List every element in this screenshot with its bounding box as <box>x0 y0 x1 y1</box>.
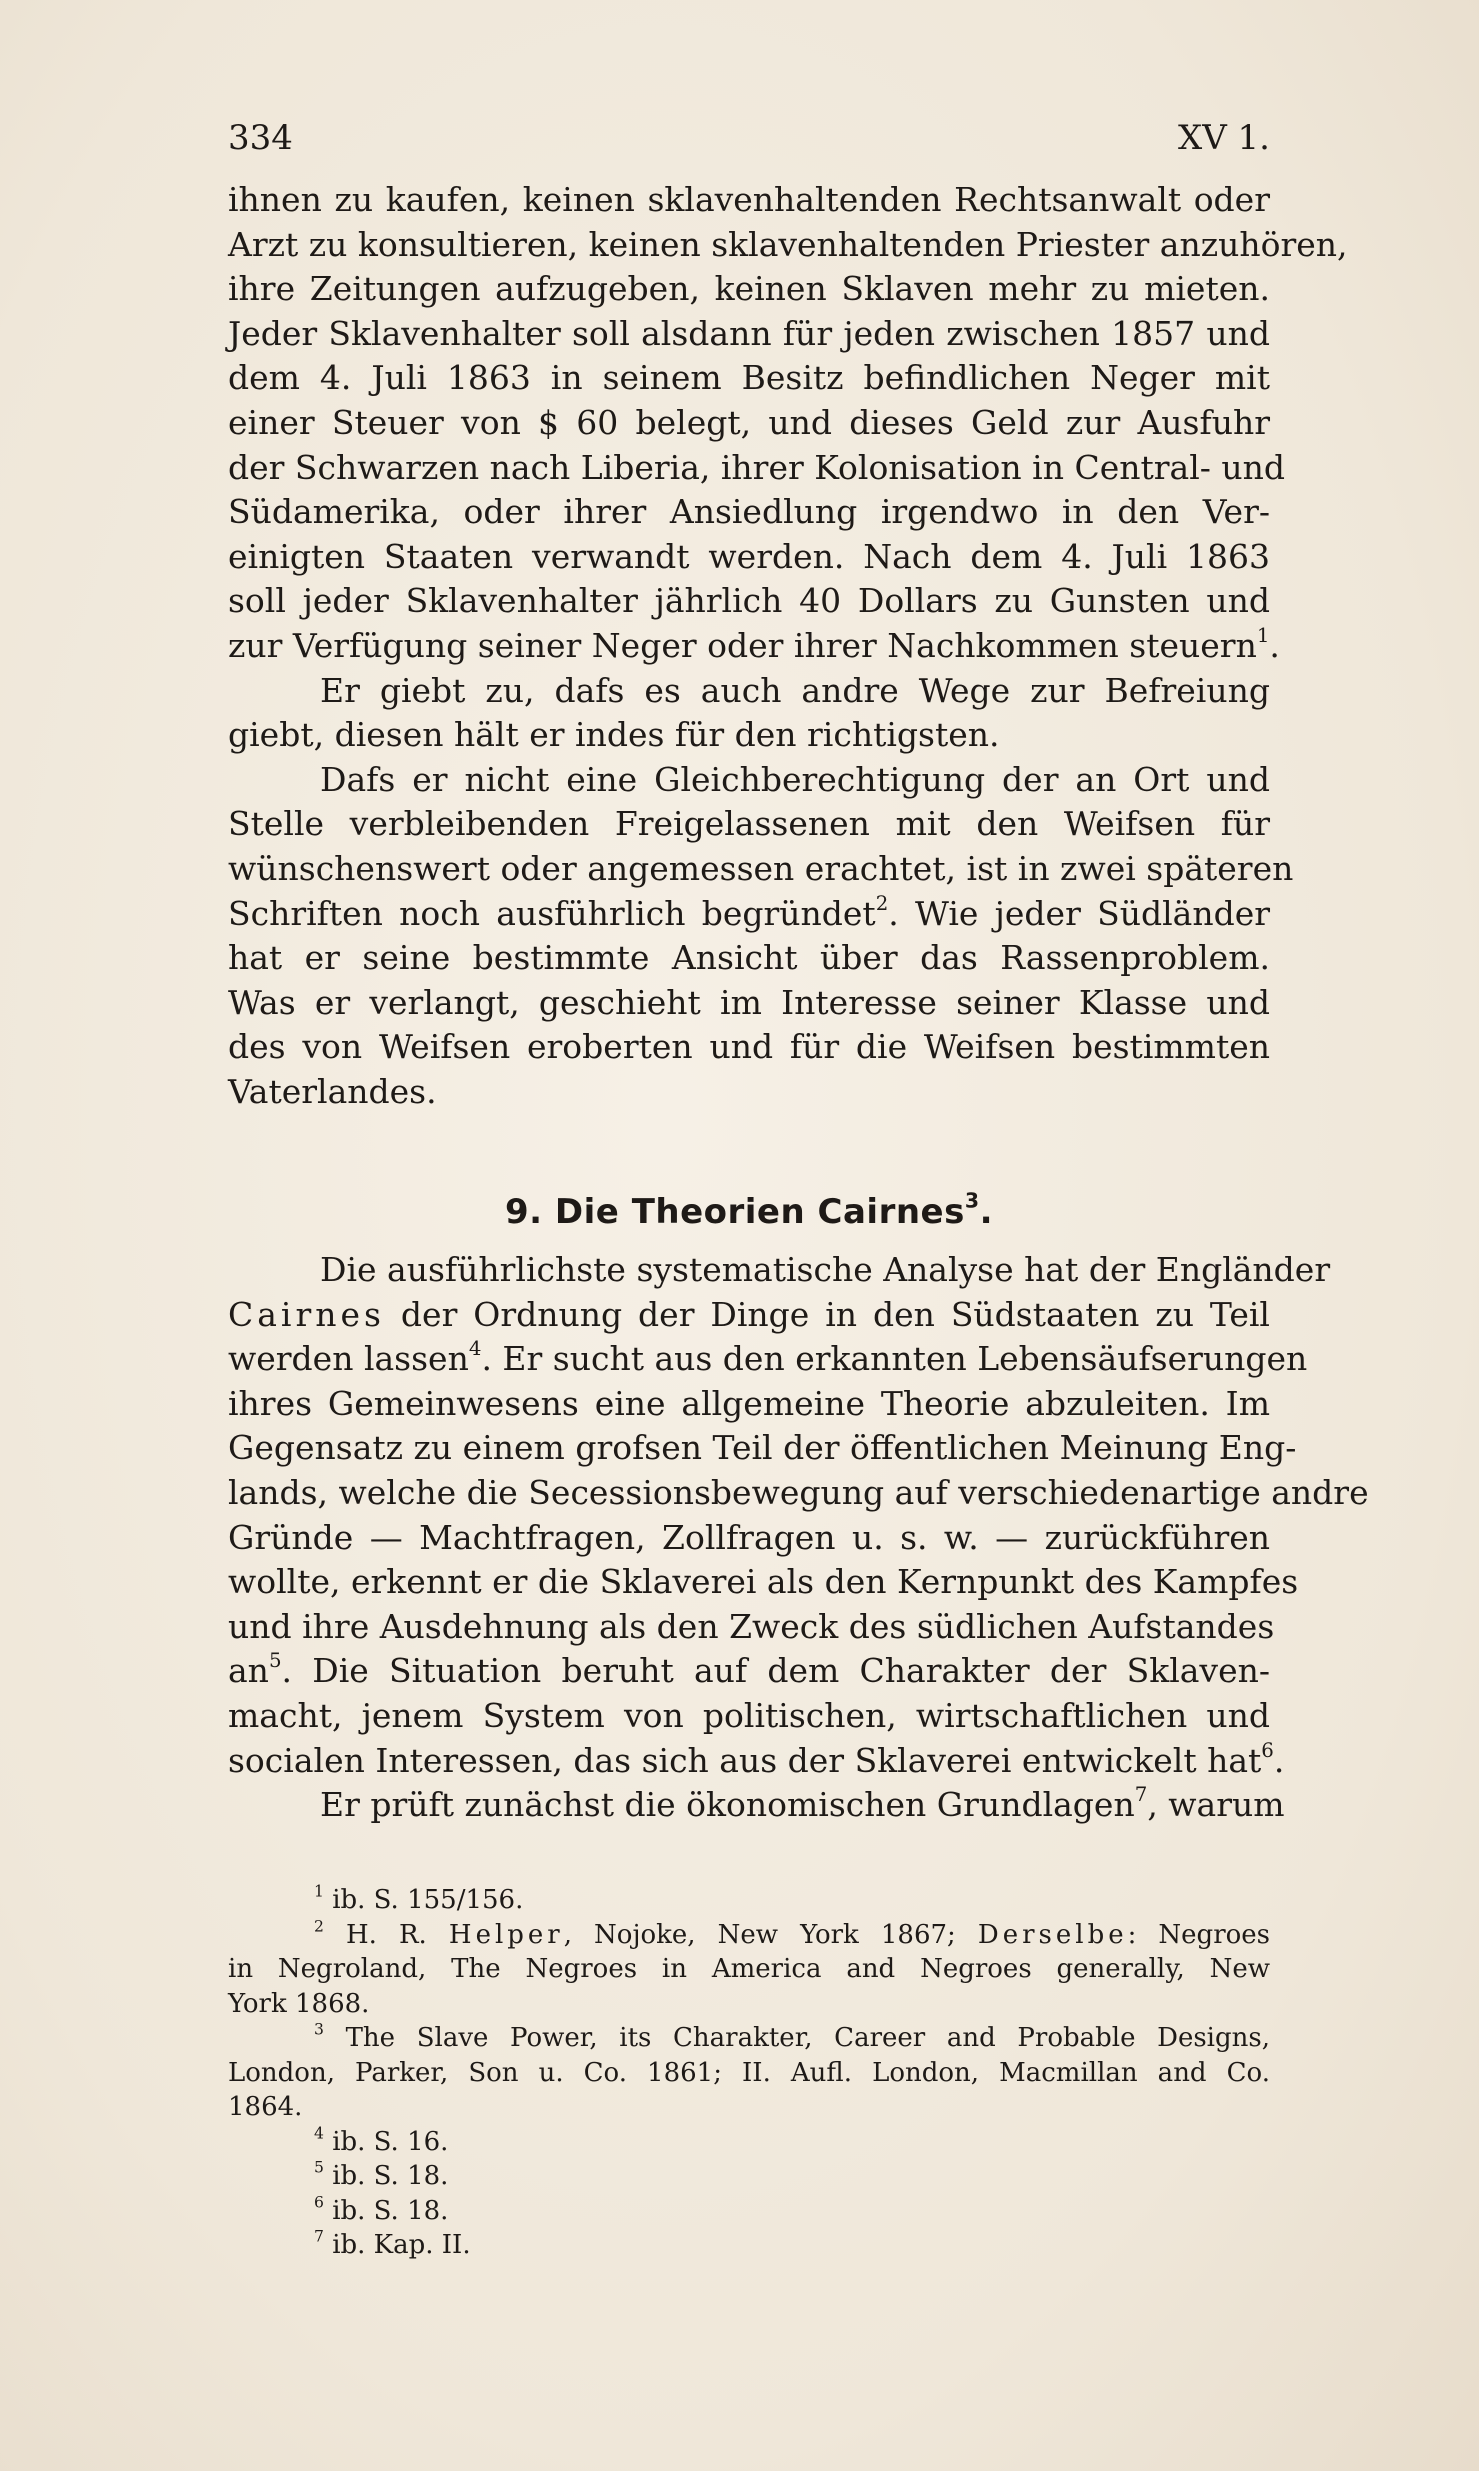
footnote-marker: 1 <box>314 1882 324 1901</box>
footnote-marker: 6 <box>314 2192 324 2211</box>
page-number: 334 <box>228 118 293 158</box>
text-line <box>228 1337 1308 1382</box>
footnote-continuation: 1864. <box>228 2092 303 2122</box>
author-name: Derselbe <box>977 1919 1128 1950</box>
footnote <box>228 2159 1270 2194</box>
footnote-text: ib. S. 155/156. <box>332 1885 524 1915</box>
footnote-continuation: York 1868. <box>228 1988 370 2019</box>
text-line: Er giebt zu, dafs es auch andre Wege zur Befreiung <box>320 670 1270 710</box>
footnote-continuation: in Negroland, The Negroes in America and Negroes generally, New <box>228 1954 1270 1984</box>
footnote-marker: 4 <box>314 2123 324 2142</box>
text-line-content: der Ordnung der Dinge in den Südstaaten zu Teil <box>400 1294 1270 1334</box>
text-line: des von Weifsen eroberten und für die Weifsen bestimmten <box>228 1027 1270 1067</box>
text-line: Arzt zu konsultieren, keinen sklavenhaltenden Priester anzuhören, <box>228 224 1348 264</box>
footnote-continuation: London, Parker, Son u. Co. 1861; II. Aufl. London, Macmillan and Co. <box>228 2057 1270 2088</box>
text-line: Die ausführlichste systematische Analyse hat der Engländer <box>320 1250 1331 1289</box>
text-line: einer Steuer von $ 60 belegt, und dieses Geld zur Ausfuhr <box>228 402 1270 442</box>
text-line: Gründe — Machtfragen, Zollfragen u. s. w. — zurückführen <box>228 1517 1270 1557</box>
text-line: hat er seine bestimmte Ansicht über das Rassenproblem. <box>228 938 1270 978</box>
text-line: und ihre Ausdehnung als den Zweck des südlichen Aufstandes <box>228 1606 1275 1646</box>
footnote-ref: 6 <box>1261 1738 1274 1762</box>
footnote-text: , Nojoke, New York 1867; <box>563 1919 956 1950</box>
footnote-text: : Negroes <box>1127 1919 1271 1950</box>
footnote-ref: 3 <box>964 1188 980 1213</box>
text-line: lands, welche die Secessionsbewegung auf verschiedenartige andre <box>228 1472 1369 1512</box>
body-text <box>228 178 1348 1114</box>
section-body-text <box>228 1248 1369 1828</box>
footnote-marker: 3 <box>314 2020 324 2039</box>
text-line: socialen Interessen, das sich aus der Sklaverei entwickelt hat$^6$. <box>228 1738 1285 1780</box>
footnote-text: The Slave Power, its Charakter, Career and Probable Designs, <box>345 2023 1270 2053</box>
text-line: ihre Zeitungen aufzugeben, keinen Sklaven mehr zu mieten. <box>228 269 1270 309</box>
text-line-content: , warum <box>1147 1785 1285 1825</box>
text-line: Jeder Sklavenhalter soll alsdann für jeden zwischen 1857 und <box>228 313 1270 353</box>
text-line <box>228 1649 1270 1694</box>
section-heading: 9. Die Theorien Cairnes$^3$. <box>505 1188 993 1232</box>
running-header <box>228 118 1270 158</box>
text-line-content: . Wie jeder Südländer <box>888 893 1270 933</box>
author-name: Helper <box>448 1919 564 1950</box>
running-head: XV 1. <box>1177 118 1270 158</box>
footnote-ref: 1 <box>1256 624 1270 648</box>
text-line: giebt, diesen hält er indes für den richtigsten. <box>228 715 1000 755</box>
text-line-content: socialen Interessen, das sich aus der Sklaverei entwickelt hat <box>228 1740 1262 1780</box>
footnote-text: ib. S. 18. <box>332 2195 449 2226</box>
author-name: Cairnes <box>228 1294 385 1334</box>
footnote <box>228 2021 1270 2056</box>
text-line: der Schwarzen nach Liberia, ihrer Kolonisation in Central- und <box>228 447 1286 487</box>
text-line <box>228 1293 1270 1338</box>
text-line <box>228 1783 1285 1828</box>
footnote-ref: 5 <box>268 1649 282 1673</box>
text-line-content: an <box>228 1651 269 1691</box>
footnote-text: H. R. <box>345 1919 427 1950</box>
text-line-content: Schriften noch ausführlich begründet <box>228 893 876 933</box>
footnote-text: ib. Kap. II. <box>332 2230 471 2260</box>
footnote-ref: 7 <box>1134 1783 1148 1807</box>
text-line: Vaterlandes. <box>228 1071 437 1111</box>
text-line: wollte, erkennt er die Sklaverei als den Kernpunkt des Kampfes <box>228 1562 1299 1602</box>
footnote <box>228 2194 1270 2229</box>
text-line <box>228 892 1270 937</box>
text-line-content: zur Verfügung seiner Neger oder ihrer Nachkommen steuern <box>228 625 1257 665</box>
footnote-text: ib. S. 18. <box>332 2161 449 2191</box>
text-line: Südamerika, oder ihrer Ansiedlung irgendwo in den Ver- <box>228 492 1270 532</box>
text-line: ihnen zu kaufen, keinen sklavenhaltenden Rechtsanwalt oder <box>228 180 1270 219</box>
footnote <box>228 2125 1270 2160</box>
text-line: Was er verlangt, geschieht im Interesse seiner Klasse und <box>228 982 1270 1022</box>
text-line-content: . Die Situation beruht auf dem Charakter der Sklaven- <box>281 1651 1270 1691</box>
text-line: macht, jenem System von politischen, wirtschaftlichen und <box>228 1695 1270 1735</box>
footnote-text: ib. S. 16. <box>332 2126 449 2157</box>
text-line-content: werden lassen <box>228 1339 469 1379</box>
footnote <box>228 2228 1270 2263</box>
footnote-ref: 4 <box>468 1337 482 1361</box>
text-line: dem 4. Juli 1863 in seinem Besitz befindlichen Neger mit <box>228 358 1270 398</box>
text-line: Stelle verbleibenden Freigelassenen mit den Weifsen für <box>228 804 1270 844</box>
footnote <box>228 1918 1270 1953</box>
text-line-content: . Er sucht aus den erkannten Lebensäufserungen <box>481 1339 1308 1379</box>
text-line: Dafs er nicht eine Gleichberechtigung der an Ort und <box>320 759 1270 799</box>
section-heading-text: 9. Die Theorien Cairnes <box>505 1192 965 1232</box>
text-line: Gegensatz zu einem grofsen Teil der öffentlichen Meinung Eng- <box>228 1428 1297 1468</box>
footnote-marker: 7 <box>314 2227 324 2246</box>
footnote-ref: 2 <box>875 891 889 915</box>
text-line: wünschenswert oder angemessen erachtet, ist in zwei späteren <box>228 848 1294 888</box>
footnote-marker: 5 <box>314 2158 324 2177</box>
text-line: zur Verfügung seiner Neger oder ihrer Nachkommen steuern$^1$. <box>228 624 1280 665</box>
footnote-marker: 2 <box>314 1916 324 1935</box>
text-line: ihres Gemeinwesens eine allgemeine Theorie abzuleiten. Im <box>228 1383 1270 1423</box>
text-line-content: Er prüft zunächst die ökonomischen Grundlagen <box>320 1785 1135 1825</box>
footnote <box>228 1883 1270 1918</box>
text-line: einigten Staaten verwandt werden. Nach dem 4. Juli 1863 <box>228 536 1270 576</box>
text-line: soll jeder Sklavenhalter jährlich 40 Dollars zu Gunsten und <box>228 581 1270 621</box>
footnotes <box>228 1883 1270 2263</box>
